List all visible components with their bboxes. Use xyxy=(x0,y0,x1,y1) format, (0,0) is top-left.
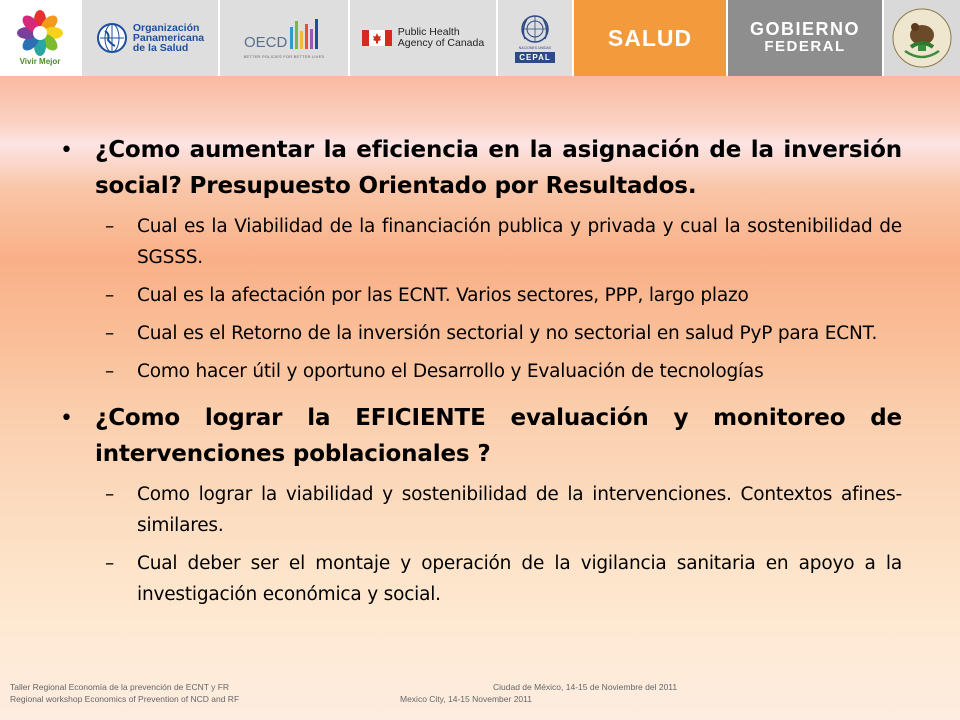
dash-icon: – xyxy=(105,553,115,574)
cepal-wordmark: CEPAL xyxy=(515,52,555,63)
sub-item-text: Cual es el Retorno de la inversión sectorial y no sectorial en salud PyP para ECNT. xyxy=(137,323,878,344)
vivir-mejor-logo xyxy=(0,0,82,76)
federal-wordmark: FEDERAL xyxy=(764,38,846,55)
slide-content xyxy=(60,132,902,617)
dash-icon: – xyxy=(105,484,115,505)
oecd-wordmark: OECD xyxy=(243,34,288,51)
ops-logo xyxy=(82,0,220,76)
gobierno-federal-logo xyxy=(728,0,884,76)
un-emblem-icon xyxy=(519,13,551,45)
sub-list xyxy=(95,479,902,610)
footer-date-en: Mexico City, 14-15 November 2011 xyxy=(400,694,532,704)
slide-footer xyxy=(0,681,960,711)
sub-item xyxy=(60,280,902,311)
cepal-logo xyxy=(498,0,574,76)
gobierno-wordmark: GOBIERNO xyxy=(749,19,860,39)
oecd-bars-icon xyxy=(244,17,324,53)
sub-item-text: Cual es la afectación por las ECNT. Varios sectores, PPP, largo plazo xyxy=(137,285,749,306)
ops-name-line2: Panamericana xyxy=(132,32,205,44)
mexican-coat-of-arms-icon xyxy=(891,7,953,69)
vivir-mejor-flower-icon xyxy=(17,10,63,56)
sub-item xyxy=(60,356,902,387)
sub-item xyxy=(60,479,902,541)
sub-list xyxy=(95,211,902,387)
footer-workshop-en: Regional workshop Economics of Prevention of NCD and RF xyxy=(10,694,240,704)
sub-item xyxy=(60,548,902,610)
canada-name-line1: Public Health xyxy=(397,26,460,38)
sub-item-text: Cual es la Viabilidad de la financiación publica y privada y cual la sostenibilidad de SGSSS. xyxy=(137,216,902,268)
oecd-tagline: BETTER POLICIES FOR BETTER LIVES xyxy=(243,54,325,59)
logo-bar xyxy=(0,0,960,76)
bullet-heading: ¿Como lograr la EFICIENTE evaluación y monitoreo de intervenciones poblacionales ? xyxy=(95,405,902,467)
salud-logo xyxy=(574,0,728,76)
cepal-un-label: NACIONES UNIDAS xyxy=(518,46,552,50)
ops-name-line3: de la Salud xyxy=(132,42,189,54)
bullet-item xyxy=(60,132,902,387)
bullet-heading: ¿Como aumentar la eficiencia en la asignación de la inversión social? Presupuesto Orientado por Resultados. xyxy=(95,137,902,199)
canada-name-line2: Agency of Canada xyxy=(397,37,485,49)
bullet-icon: • xyxy=(60,406,73,431)
bullet-item xyxy=(60,400,902,610)
oecd-logo xyxy=(220,0,350,76)
bullet-icon: • xyxy=(60,138,73,163)
dash-icon: – xyxy=(105,323,115,344)
ops-globe-icon xyxy=(96,22,128,54)
footer-right xyxy=(400,681,677,705)
sub-item-text: Cual deber ser el montaje y operación de la vigilancia sanitaria en apoyo a la investigación económica y social. xyxy=(137,553,902,605)
canada-logo xyxy=(350,0,498,76)
footer-date-es: Ciudad de México, 14-15 de Noviembre del 2011 xyxy=(493,682,678,692)
vivir-mejor-text: Vivir Mejor xyxy=(19,57,61,66)
ops-name-line1: Organización xyxy=(132,22,200,34)
salud-wordmark: SALUD xyxy=(607,24,693,51)
sub-item xyxy=(60,211,902,273)
footer-workshop-es: Taller Regional Economía de la prevención de ECNT y FR xyxy=(10,682,230,692)
sub-item-text: Como hacer útil y oportuno el Desarrollo y Evaluación de tecnologías xyxy=(137,361,764,382)
dash-icon: – xyxy=(105,216,115,237)
footer-left xyxy=(10,681,239,705)
escudo-nacional-logo xyxy=(884,0,960,76)
sub-item xyxy=(60,318,902,349)
sub-item-text: Como lograr la viabilidad y sostenibilidad de la intervenciones. Contextos afines-similares. xyxy=(137,484,902,536)
canada-flag-icon xyxy=(362,30,392,46)
dash-icon: – xyxy=(105,361,115,382)
dash-icon: – xyxy=(105,285,115,306)
